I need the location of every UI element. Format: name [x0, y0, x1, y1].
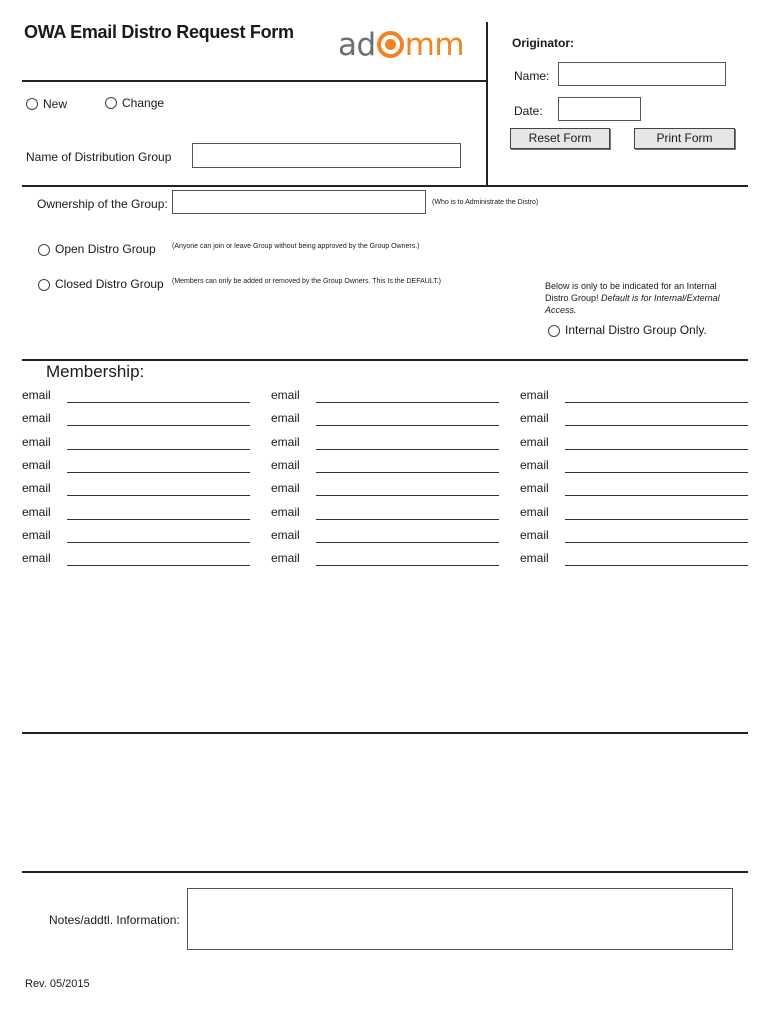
- email-entry: [271, 528, 499, 546]
- section-divider-membership: [22, 359, 748, 361]
- email-entry: [271, 481, 499, 499]
- section-divider-top: [22, 185, 748, 187]
- email-label: email: [520, 504, 549, 519]
- change-label: Change: [122, 96, 165, 110]
- email-label: email: [271, 551, 300, 566]
- email-entry: [520, 435, 748, 453]
- email-input-line[interactable]: [565, 472, 748, 473]
- email-input-line[interactable]: [67, 495, 250, 496]
- email-label: email: [271, 457, 300, 472]
- closed-distro-label: Closed Distro Group: [55, 277, 164, 291]
- email-entry: [271, 505, 499, 523]
- email-label: email: [520, 551, 549, 566]
- email-entry: [520, 411, 748, 429]
- email-entry: [520, 505, 748, 523]
- email-entry: [22, 481, 250, 499]
- logo-ring-icon: [377, 31, 404, 58]
- name-label: Name:: [514, 69, 550, 83]
- email-label: email: [271, 411, 300, 426]
- email-input-line[interactable]: [565, 542, 748, 543]
- email-input-line[interactable]: [316, 425, 499, 426]
- email-entry: [520, 388, 748, 406]
- notes-field[interactable]: [187, 888, 733, 950]
- internal-note-plain: Below is only to be indicated for an Internal Distro Group!: [545, 281, 717, 303]
- email-entry: [520, 528, 748, 546]
- email-entry: [22, 435, 250, 453]
- email-input-line[interactable]: [67, 565, 250, 566]
- email-label: email: [271, 388, 300, 402]
- open-distro-hint: (Anyone can join or leave Group without being approved by the Group Owners.): [172, 243, 420, 250]
- internal-only-radio[interactable]: [548, 325, 560, 337]
- email-entry: [271, 551, 499, 569]
- distribution-group-field[interactable]: [192, 143, 461, 168]
- closed-distro-radio[interactable]: [38, 279, 50, 291]
- email-input-line[interactable]: [67, 425, 250, 426]
- email-label: email: [22, 504, 51, 519]
- email-label: email: [520, 388, 549, 402]
- email-input-line[interactable]: [565, 565, 748, 566]
- email-label: email: [271, 527, 300, 542]
- email-entry: [520, 481, 748, 499]
- date-label: Date:: [514, 104, 543, 118]
- reset-form-button[interactable]: Reset Form: [510, 128, 610, 149]
- open-distro-label: Open Distro Group: [55, 242, 156, 256]
- open-distro-radio[interactable]: [38, 244, 50, 256]
- originator-name-field[interactable]: [558, 62, 726, 86]
- email-label: email: [22, 388, 51, 402]
- logo-prefix: ad: [338, 27, 376, 63]
- email-label: email: [22, 411, 51, 426]
- revision-text: Rev. 05/2015: [25, 978, 90, 990]
- email-entry: [271, 458, 499, 476]
- closed-distro-hint: (Members can only be added or removed by the Group Owners. This Is the DEFAULT.): [172, 278, 441, 285]
- email-input-line[interactable]: [565, 402, 748, 403]
- section-divider-notes: [22, 871, 748, 873]
- email-input-line[interactable]: [67, 542, 250, 543]
- logo-suffix: mm: [404, 27, 465, 63]
- adcomm-logo: [338, 27, 465, 63]
- ownership-label: Ownership of the Group:: [37, 197, 168, 211]
- email-input-line[interactable]: [316, 495, 499, 496]
- email-label: email: [22, 527, 51, 542]
- email-entry: [520, 551, 748, 569]
- email-entry: [271, 411, 499, 429]
- section-divider-lower: [22, 732, 748, 734]
- email-input-line[interactable]: [565, 449, 748, 450]
- email-input-line[interactable]: [316, 542, 499, 543]
- email-input-line[interactable]: [67, 472, 250, 473]
- originator-heading: Originator:: [512, 36, 574, 50]
- new-label: New: [43, 97, 68, 111]
- email-label: email: [22, 457, 51, 472]
- email-entry: [22, 551, 250, 569]
- ownership-hint: (Who is to Administrate the Distro): [432, 199, 539, 206]
- change-radio[interactable]: [105, 97, 117, 109]
- email-input-line[interactable]: [316, 519, 499, 520]
- internal-note-italic: Default is for Internal/External Access.: [545, 293, 720, 315]
- distribution-group-label: Name of Distribution Group: [26, 150, 172, 164]
- email-label: email: [22, 434, 51, 449]
- form-title: OWA Email Distro Request Form: [24, 22, 294, 42]
- email-input-line[interactable]: [316, 402, 499, 403]
- new-radio[interactable]: [26, 98, 38, 110]
- email-label: email: [520, 457, 549, 472]
- email-label: email: [271, 481, 300, 496]
- email-label: email: [520, 411, 549, 426]
- email-entry: [22, 458, 250, 476]
- email-input-line[interactable]: [316, 565, 499, 566]
- email-label: email: [520, 481, 549, 496]
- originator-date-field[interactable]: [558, 97, 641, 121]
- email-entry: [271, 435, 499, 453]
- email-input-line[interactable]: [565, 519, 748, 520]
- email-entry: [271, 388, 499, 406]
- email-input-line[interactable]: [565, 495, 748, 496]
- email-input-line[interactable]: [67, 402, 250, 403]
- email-entry: [22, 528, 250, 546]
- email-label: email: [271, 434, 300, 449]
- email-input-line[interactable]: [316, 449, 499, 450]
- email-entry: [22, 411, 250, 429]
- header-divider-vertical: [486, 22, 488, 186]
- header-divider: [22, 80, 487, 82]
- email-input-line[interactable]: [316, 472, 499, 473]
- email-input-line[interactable]: [67, 449, 250, 450]
- notes-label: Notes/addtl. Information:: [49, 913, 180, 927]
- email-label: email: [271, 504, 300, 519]
- email-entry: [520, 458, 748, 476]
- email-label: email: [22, 551, 51, 566]
- internal-only-label: Internal Distro Group Only.: [565, 323, 707, 337]
- email-input-line[interactable]: [67, 519, 250, 520]
- email-label: email: [520, 434, 549, 449]
- email-input-line[interactable]: [565, 425, 748, 426]
- email-entry: [22, 388, 250, 406]
- email-label: email: [520, 527, 549, 542]
- email-label: email: [22, 481, 51, 496]
- membership-heading: Membership:: [46, 362, 145, 381]
- email-entry: [22, 505, 250, 523]
- internal-note: [545, 280, 735, 316]
- print-form-button[interactable]: Print Form: [634, 128, 735, 149]
- ownership-field[interactable]: [172, 190, 426, 214]
